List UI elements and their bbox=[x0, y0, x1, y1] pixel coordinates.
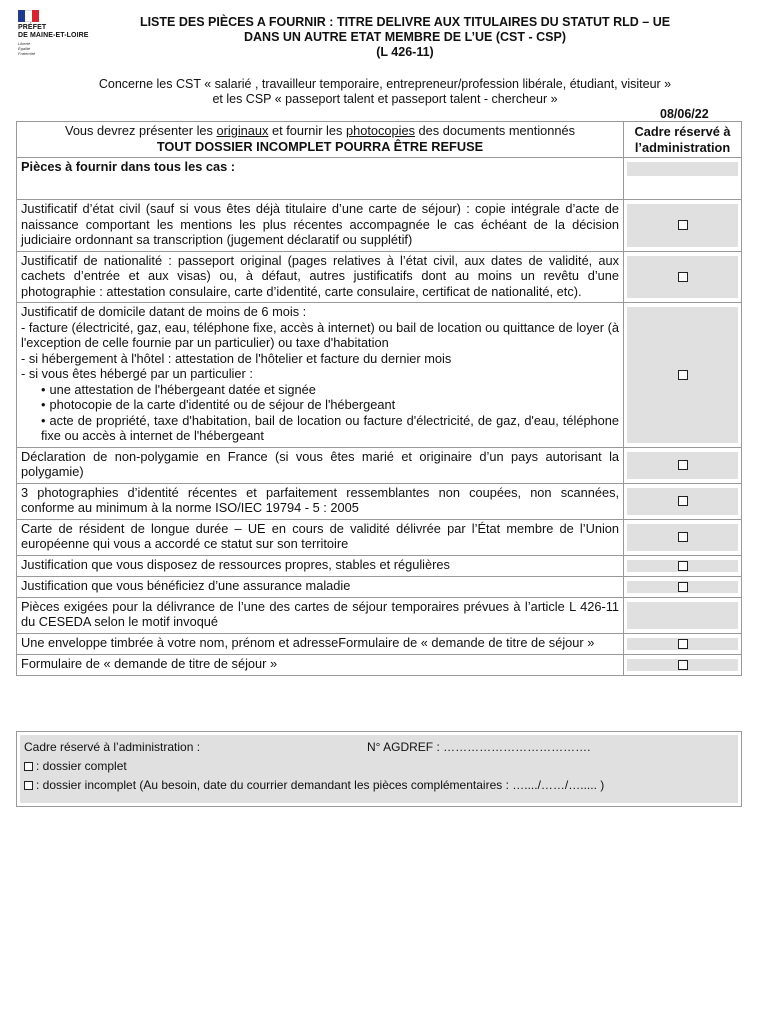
admin-row1 bbox=[24, 738, 734, 757]
document-row bbox=[17, 633, 742, 654]
section-title: Pièces à fournir dans tous les cas : bbox=[17, 158, 624, 200]
admin-incomplet: : dossier incomplet (Au besoin, date du courrier demandant les pièces complémentaires : …..../……/…..... ) bbox=[36, 778, 605, 792]
checkbox-icon[interactable] bbox=[678, 582, 688, 592]
concerne-line1: Concerne les CST « salarié , travailleur temporaire, entrepreneur/profession libérale, étudiant, visiteur » bbox=[98, 77, 672, 91]
admin-cell bbox=[624, 447, 742, 483]
description-line: - facture (électricité, gaz, eau, téléphone fixe, accès à internet) ou bail de location ou quittance de loyer (à l'exception de celle fournie par un particulier) ou taxe d'habitation bbox=[21, 319, 620, 350]
admin-gray-box bbox=[627, 659, 738, 671]
title-line3: (L 426-11) bbox=[376, 45, 434, 59]
header-instructions bbox=[17, 122, 624, 158]
title-line2: DANS UN AUTRE ETAT MEMBRE DE L’UE (CST - CSP) bbox=[244, 30, 566, 44]
document-description: Justification que vous bénéficiez d’une assurance maladie bbox=[17, 576, 624, 597]
bullet-item: • photocopie de la carte d'identité ou de séjour de l'hébergeant bbox=[41, 397, 619, 413]
header-admin-column: Cadre réservé à l’administration bbox=[624, 122, 742, 158]
document-description: Justificatif d’état civil (sauf si vous êtes déjà titulaire d’une carte de séjour) : copie intégrale d’acte de naissance comportant les mentions les plus récentes accompagnée le cas échéant de la décision judiciaire ordonnant sa transcription (jugement déclaratif ou supplétif) bbox=[17, 200, 624, 252]
checkbox-icon[interactable] bbox=[678, 496, 688, 506]
admin-gray-box bbox=[627, 162, 738, 176]
document-row bbox=[17, 303, 742, 448]
header-intro bbox=[21, 123, 619, 139]
description-line: Justificatif de domicile datant de moins de 6 mois : bbox=[21, 304, 307, 319]
document-row bbox=[17, 447, 742, 483]
bullet-list bbox=[21, 382, 619, 444]
admin-complet-row bbox=[24, 757, 734, 776]
document-date: 08/06/22 bbox=[660, 107, 709, 121]
admin-reserved-box bbox=[16, 731, 742, 807]
title-line1: LISTE DES PIÈCES A FOURNIR : TITRE DELIVRE AUX TITULAIRES DU STATUT RLD – UE bbox=[139, 15, 671, 29]
checkbox-icon[interactable] bbox=[678, 639, 688, 649]
checkbox-icon[interactable] bbox=[678, 660, 688, 670]
admin-cell bbox=[624, 519, 742, 555]
checkbox-icon[interactable] bbox=[678, 532, 688, 542]
header-warning: TOUT DOSSIER INCOMPLET POURRA ÊTRE REFUSE bbox=[156, 138, 484, 154]
admin-cell bbox=[624, 483, 742, 519]
documents-table bbox=[16, 121, 742, 676]
admin-cell bbox=[624, 633, 742, 654]
bullet-item: • une attestation de l'hébergeant datée et signée bbox=[41, 382, 619, 398]
bullet-item: • acte de propriété, taxe d'habitation, bail de location ou facture d'électricité, de gaz, d'eau, téléphone fixe ou accès à internet de l'hébergeant bbox=[41, 413, 619, 444]
admin-cell bbox=[624, 597, 742, 633]
checkbox-icon[interactable] bbox=[678, 561, 688, 571]
prefecture-logo bbox=[18, 10, 108, 56]
checkbox-icon[interactable] bbox=[24, 781, 33, 790]
document-description: Formulaire de « demande de titre de séjour » bbox=[17, 654, 624, 675]
admin-gray-box bbox=[627, 602, 738, 629]
document-description: 3 photographies d’identité récentes et parfaitement ressemblantes non coupées, non scannées, conforme au minimum à la norme ISO/IEC 19794 - 5 : 2005 bbox=[17, 483, 624, 519]
logo-motto: Liberté Égalité Fraternité bbox=[18, 41, 36, 56]
admin-cell bbox=[624, 251, 742, 303]
admin-cell bbox=[624, 200, 742, 252]
document-description: Justificatif de nationalité : passeport original (pages relatives à l’état civil, aux dates de validité, aux cachets d’entrée et aux visas) ou, à défaut, autres justificatifs dont au moins un revêtu d’une photographie : attestation consulaire, carte d’identité, carte consulaire, certificat de nationalité, etc). bbox=[17, 251, 624, 303]
admin-gray-box bbox=[627, 488, 738, 515]
section-admin-cell bbox=[624, 158, 742, 200]
document-row bbox=[17, 576, 742, 597]
admin-complet: : dossier complet bbox=[36, 759, 127, 773]
checkbox-icon[interactable] bbox=[678, 370, 688, 380]
admin-inner bbox=[20, 735, 738, 803]
concerne-line2: et les CSP « passeport talent et passeport talent - chercheur » bbox=[212, 92, 558, 106]
intro-post: des documents mentionnés bbox=[414, 123, 576, 138]
document-description: Une enveloppe timbrée à votre nom, prénom et adresseFormulaire de « demande de titre de séjour » bbox=[17, 633, 624, 654]
admin-label: Cadre réservé à l’administration : bbox=[24, 740, 201, 754]
admin-gray-box bbox=[627, 307, 738, 443]
document-row bbox=[17, 251, 742, 303]
document-description: Pièces exigées pour la délivrance de l’une des cartes de séjour temporaires prévues à l’article L 426-11 du CESEDA selon le motif invoqué bbox=[17, 597, 624, 633]
admin-gray-box bbox=[627, 204, 738, 247]
admin-gray-box bbox=[627, 452, 738, 479]
admin-cell bbox=[624, 555, 742, 576]
intro-originaux: originaux bbox=[216, 123, 269, 138]
admin-gray-box bbox=[627, 581, 738, 593]
intro-mid: et fournir les bbox=[268, 123, 346, 138]
description-line: - si vous êtes hébergé par un particulier : bbox=[21, 366, 253, 381]
checkbox-icon[interactable] bbox=[678, 272, 688, 282]
table-header-row bbox=[17, 122, 742, 158]
intro-pre: Vous devrez présenter les bbox=[64, 123, 217, 138]
admin-gray-box bbox=[627, 638, 738, 650]
intro-photocopies: photocopies bbox=[345, 123, 415, 138]
admin-cell bbox=[624, 576, 742, 597]
checkbox-icon[interactable] bbox=[678, 460, 688, 470]
description-line: - si hébergement à l'hôtel : attestation de l'hôtelier et facture du dernier mois bbox=[21, 350, 452, 366]
admin-gray-box bbox=[627, 560, 738, 572]
document-row bbox=[17, 555, 742, 576]
document-description: Déclaration de non-polygamie en France (si vous êtes marié et originaire d’un pays autorisant la polygamie) bbox=[17, 447, 624, 483]
admin-cell bbox=[624, 303, 742, 448]
admin-gray-box bbox=[627, 256, 738, 299]
document-title bbox=[105, 15, 705, 60]
logo-line1: PRÉFET bbox=[18, 24, 47, 31]
document-row bbox=[17, 200, 742, 252]
agdref-field: N° AGDREF : ………………………………. bbox=[367, 740, 591, 754]
checkbox-icon[interactable] bbox=[24, 762, 33, 771]
document-description: Carte de résident de longue durée – UE en cours de validité délivrée par l’État membre de l’Union européenne qui vous a accordé ce statut sur son territoire bbox=[17, 519, 624, 555]
document-row bbox=[17, 519, 742, 555]
document-row bbox=[17, 654, 742, 675]
document-row bbox=[17, 483, 742, 519]
document-description bbox=[17, 303, 624, 448]
admin-gray-box bbox=[627, 524, 738, 551]
document-row bbox=[17, 597, 742, 633]
logo-line2: DE MAINE-ET-LOIRE bbox=[18, 32, 89, 39]
concerne-text bbox=[18, 77, 752, 107]
french-flag-icon bbox=[18, 10, 39, 22]
section-row bbox=[17, 158, 742, 200]
document-description: Justification que vous disposez de ressources propres, stables et régulières bbox=[17, 555, 624, 576]
admin-incomplet-row bbox=[24, 776, 734, 795]
admin-cell bbox=[624, 654, 742, 675]
checkbox-icon[interactable] bbox=[678, 220, 688, 230]
